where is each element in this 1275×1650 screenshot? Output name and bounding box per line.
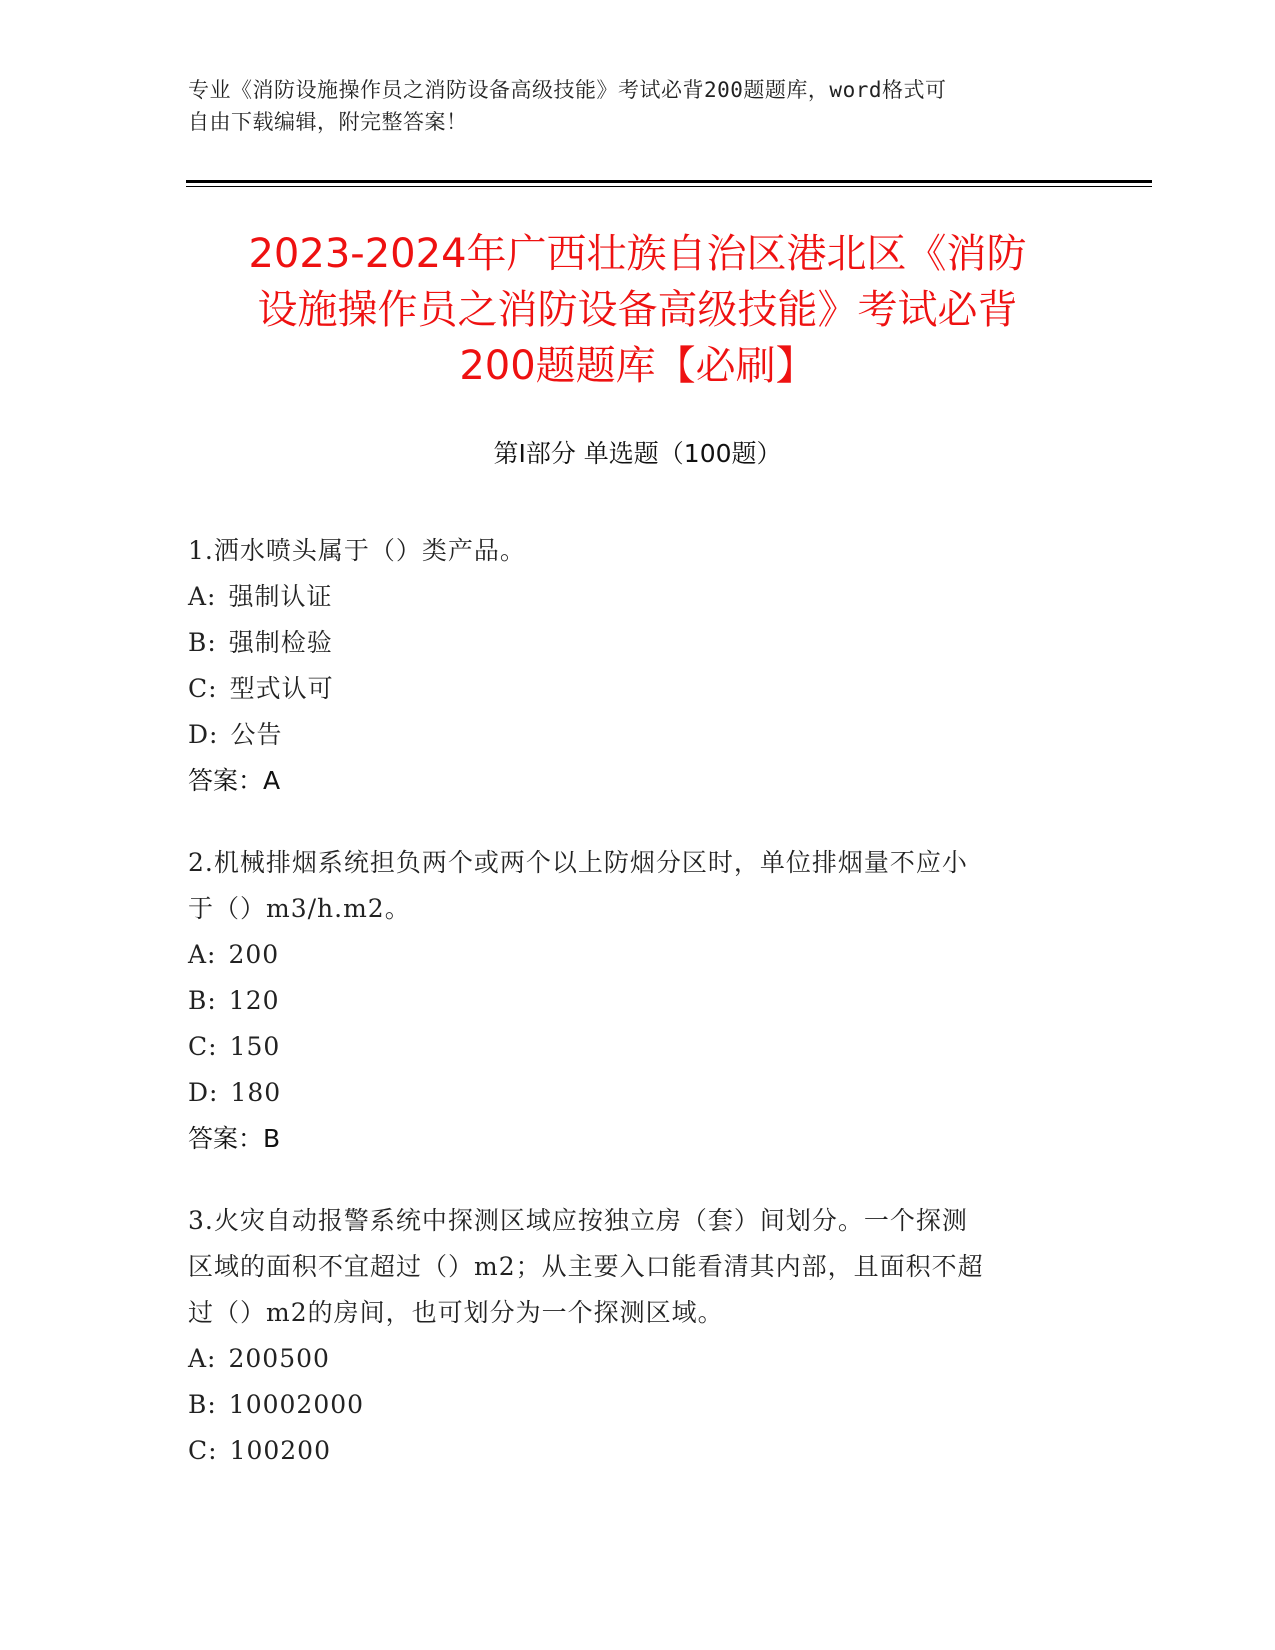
option-a <box>188 932 1068 978</box>
question-stem: 3.火灾自动报警系统中探测区域应按独立房（套）间划分。一个探测 <box>188 1206 968 1235</box>
question-stem: 区域的面积不宜超过（）m2；从主要入口能看清其内部，且面积不超 <box>188 1252 984 1281</box>
question-stem: 于（）m3/h.m2。 <box>188 894 411 923</box>
question-stem: 1.洒水喷头属于（）类产品。 <box>188 536 526 565</box>
header-note <box>188 74 1068 138</box>
option-text: 180 <box>230 1078 282 1107</box>
option-a <box>188 1336 1068 1382</box>
option-d <box>188 1070 1068 1116</box>
option-text: 强制认证 <box>228 582 333 611</box>
question-stem: 过（）m2的房间，也可划分为一个探测区域。 <box>188 1298 724 1327</box>
option-d <box>188 712 1068 758</box>
option-text: 120 <box>228 986 280 1015</box>
option-letter: D: <box>188 1078 219 1107</box>
header-note-line: 专业《消防设施操作员之消防设备高级技能》考试必背200题题库，word格式可 <box>188 78 947 102</box>
option-b <box>188 978 1068 1024</box>
option-text: 强制检验 <box>228 628 333 657</box>
option-letter: A: <box>188 582 217 611</box>
option-text: 200 <box>228 940 280 969</box>
option-letter: A: <box>188 1344 217 1373</box>
option-letter: A: <box>188 940 217 969</box>
question-stem: 2.机械排烟系统担负两个或两个以上防烟分区时，单位排烟量不应小 <box>188 848 968 877</box>
section-heading: 第I部分 单选题（100题） <box>493 439 782 468</box>
option-letter: D: <box>188 720 219 749</box>
question-item <box>188 1198 1068 1474</box>
option-text: 150 <box>229 1032 281 1061</box>
answer-line: 答案：B <box>188 1124 281 1153</box>
option-b <box>188 1382 1068 1428</box>
title-line: 200题题库【必刷】 <box>459 343 816 389</box>
option-letter: B: <box>188 628 217 657</box>
title-line: 设施操作员之消防设备高级技能》考试必背 <box>257 287 1018 333</box>
document-title <box>160 226 1115 394</box>
option-letter: B: <box>188 986 217 1015</box>
question-item <box>188 528 1068 804</box>
title-line: 2023-2024年广西壮族自治区港北区《消防 <box>248 231 1027 277</box>
question-item <box>188 840 1068 1162</box>
option-text: 型式认可 <box>229 674 334 703</box>
option-letter: B: <box>188 1390 217 1419</box>
option-letter: C: <box>188 674 218 703</box>
option-letter: C: <box>188 1436 218 1465</box>
option-b <box>188 620 1068 666</box>
option-c <box>188 666 1068 712</box>
option-text: 10002000 <box>228 1390 365 1419</box>
header-divider-thin <box>186 186 1152 187</box>
option-text: 公告 <box>230 720 283 749</box>
option-text: 200500 <box>228 1344 330 1373</box>
header-divider-thick <box>186 180 1152 183</box>
option-text: 100200 <box>229 1436 331 1465</box>
option-c <box>188 1428 1068 1474</box>
question-list <box>188 528 1068 1510</box>
header-note-line: 自由下载编辑，附完整答案！ <box>188 110 468 134</box>
option-a <box>188 574 1068 620</box>
answer-line: 答案：A <box>188 766 281 795</box>
option-c <box>188 1024 1068 1070</box>
option-letter: C: <box>188 1032 218 1061</box>
